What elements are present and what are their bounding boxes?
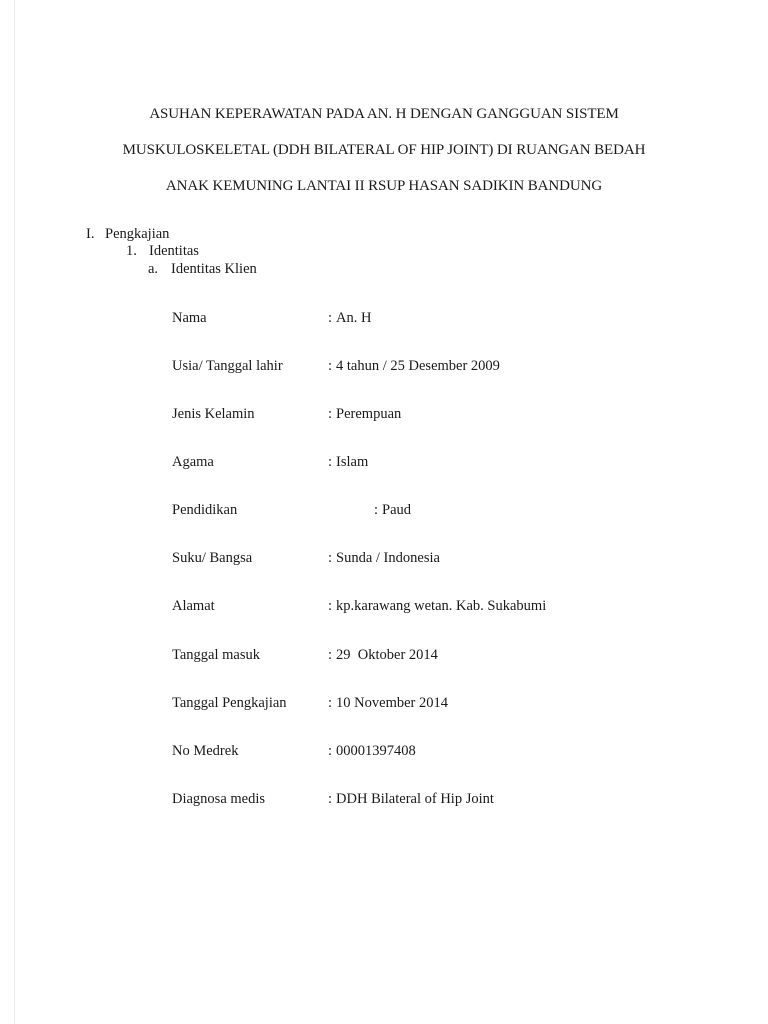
subsection-label: Identitas — [149, 243, 199, 259]
section-label: Pengkajian — [105, 226, 170, 242]
identity-row-pendidikan — [172, 502, 712, 522]
row-label: Diagnosa medis — [172, 791, 266, 807]
row-value: : kp.karawang wetan. Kab. Sukabumi — [328, 598, 547, 614]
row-label: No Medrek — [172, 743, 239, 759]
subsection-number: 1. — [126, 243, 137, 259]
row-label: Tanggal Pengkajian — [172, 695, 287, 711]
row-value: : 29 Oktober 2014 — [328, 647, 438, 663]
identity-row-jenis-kelamin — [172, 406, 712, 426]
row-value: : Paud — [374, 502, 412, 518]
row-label: Alamat — [172, 598, 215, 614]
row-value: : 00001397408 — [328, 743, 416, 759]
title-line-3: ANAK KEMUNING LANTAI II RSUP HASAN SADIKIN BANDUNG — [165, 178, 603, 194]
title-line-2: MUSKULOSKELETAL (DDH BILATERAL OF HIP JOINT) DI RUANGAN BEDAH — [122, 142, 646, 158]
identity-row-agama — [172, 454, 712, 474]
identity-row-nama — [172, 310, 712, 330]
row-value: : Islam — [328, 454, 369, 470]
row-value: : 4 tahun / 25 Desember 2009 — [328, 358, 500, 374]
row-label: Tanggal masuk — [172, 647, 260, 663]
identity-row-alamat — [172, 598, 712, 618]
row-value: : DDH Bilateral of Hip Joint — [328, 791, 494, 807]
row-value: : An. H — [328, 310, 372, 326]
identity-row-usia — [172, 358, 712, 378]
identity-row-no-medrek — [172, 743, 712, 763]
row-label: Pendidikan — [172, 502, 238, 518]
identity-row-suku-bangsa — [172, 550, 712, 570]
identity-row-diagnosa-medis — [172, 791, 712, 811]
identity-row-tanggal-masuk — [172, 647, 712, 667]
item-number: a. — [148, 261, 159, 277]
section-number: I. — [86, 226, 95, 242]
section-heading-pengkajian — [86, 226, 169, 243]
item-label: Identitas Klien — [171, 261, 257, 277]
title-line-1: ASUHAN KEPERAWATAN PADA AN. H DENGAN GANGGUAN SISTEM — [149, 106, 619, 122]
item-heading-identitas-klien — [148, 261, 257, 278]
row-label: Suku/ Bangsa — [172, 550, 253, 566]
row-label: Jenis Kelamin — [172, 406, 255, 422]
row-value: : Sunda / Indonesia — [328, 550, 440, 566]
row-label: Nama — [172, 310, 207, 326]
subsection-heading-identitas — [126, 243, 199, 260]
row-value: : 10 November 2014 — [328, 695, 448, 711]
row-value: : Perempuan — [328, 406, 402, 422]
row-label: Agama — [172, 454, 214, 470]
identity-row-tanggal-pengkajian — [172, 695, 712, 715]
row-label: Usia/ Tanggal lahir — [172, 358, 283, 374]
